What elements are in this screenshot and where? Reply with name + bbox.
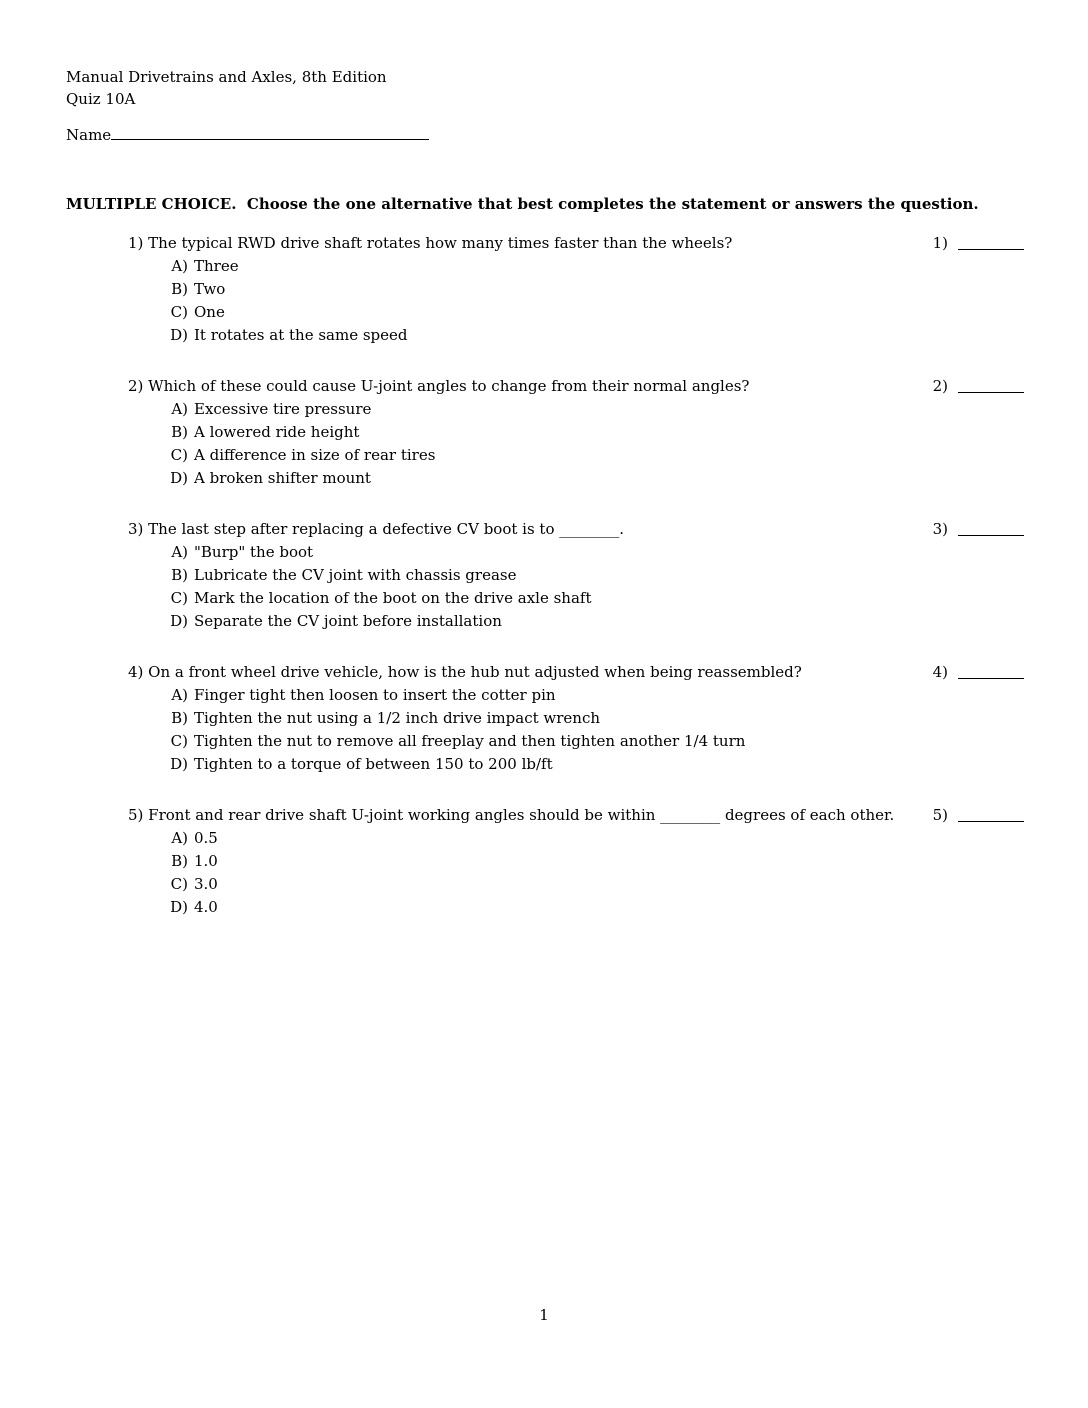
question-body: Front and rear drive shaft U-joint working angles should be within ________ degrees of each other. xyxy=(143,806,895,824)
name-row xyxy=(66,124,1024,145)
option xyxy=(128,467,918,490)
question-options xyxy=(128,827,918,919)
question-options xyxy=(128,541,918,633)
option xyxy=(128,421,918,444)
option-letter: A) xyxy=(171,257,188,275)
option-letter: A) xyxy=(171,829,188,847)
option-text: A lowered ride height xyxy=(194,423,360,441)
document-header xyxy=(66,66,1024,110)
option-letter: B) xyxy=(171,852,188,870)
question-text xyxy=(128,661,918,684)
option-text: Tighten the nut using a 1/2 inch drive impact wrench xyxy=(194,709,601,727)
option-letter: D) xyxy=(170,898,188,916)
answer-line[interactable] xyxy=(958,234,1024,250)
option-letter: C) xyxy=(170,732,188,750)
question-body: The typical RWD drive shaft rotates how many times faster than the wheels? xyxy=(143,234,733,252)
option-text: Three xyxy=(194,257,239,275)
question xyxy=(128,375,1024,490)
option-text: Mark the location of the boot on the drive axle shaft xyxy=(194,589,592,607)
question-main xyxy=(128,518,918,633)
answer-number: 1) xyxy=(932,234,948,252)
option-text: One xyxy=(194,303,225,321)
question-number: 5) xyxy=(128,806,144,824)
option xyxy=(128,564,918,587)
option xyxy=(128,610,918,633)
option-text: 3.0 xyxy=(194,875,218,893)
option-text: 4.0 xyxy=(194,898,218,916)
answer-line[interactable] xyxy=(958,663,1024,679)
option xyxy=(128,324,918,347)
course-title: Manual Drivetrains and Axles, 8th Edition xyxy=(66,68,387,86)
question-number: 1) xyxy=(128,234,144,252)
answer-blank[interactable] xyxy=(933,661,1024,684)
option xyxy=(128,278,918,301)
question-options xyxy=(128,398,918,490)
answer-blank[interactable] xyxy=(933,375,1024,398)
option-letter: A) xyxy=(171,686,188,704)
question-text xyxy=(128,232,918,255)
quiz-title: Quiz 10A xyxy=(66,90,136,108)
option-letter: B) xyxy=(171,566,188,584)
question-body: Which of these could cause U-joint angles to change from their normal angles? xyxy=(143,377,750,395)
option-letter: C) xyxy=(170,875,188,893)
option xyxy=(128,398,918,421)
answer-line[interactable] xyxy=(958,806,1024,822)
option xyxy=(128,827,918,850)
option xyxy=(128,873,918,896)
question xyxy=(128,232,1024,347)
question-body: On a front wheel drive vehicle, how is the hub nut adjusted when being reassembled? xyxy=(143,663,802,681)
question-options xyxy=(128,684,918,776)
option-letter: A) xyxy=(171,400,188,418)
answer-number: 3) xyxy=(932,520,948,538)
option-text: 0.5 xyxy=(194,829,218,847)
option-text: A difference in size of rear tires xyxy=(194,446,436,464)
question-options xyxy=(128,255,918,347)
question-main xyxy=(128,661,918,776)
option-text: It rotates at the same speed xyxy=(194,326,408,344)
question xyxy=(128,661,1024,776)
option xyxy=(128,730,918,753)
option-letter: B) xyxy=(171,709,188,727)
name-input-line[interactable] xyxy=(111,124,429,140)
option-text: Two xyxy=(194,280,226,298)
option-text: Lubricate the CV joint with chassis grease xyxy=(194,566,517,584)
option xyxy=(128,896,918,919)
option-text: "Burp" the boot xyxy=(194,543,314,561)
question-text xyxy=(128,518,918,541)
question-number: 3) xyxy=(128,520,144,538)
answer-blank[interactable] xyxy=(933,804,1024,827)
option-text: Tighten to a torque of between 150 to 200 lb/ft xyxy=(194,755,553,773)
option xyxy=(128,753,918,776)
answer-line[interactable] xyxy=(958,377,1024,393)
option-text: Finger tight then loosen to insert the cotter pin xyxy=(194,686,556,704)
option-letter: D) xyxy=(170,755,188,773)
option xyxy=(128,684,918,707)
question-text xyxy=(128,375,918,398)
question xyxy=(128,518,1024,633)
option xyxy=(128,444,918,467)
option xyxy=(128,850,918,873)
option-letter: C) xyxy=(170,446,188,464)
option-text: Tighten the nut to remove all freeplay and then tighten another 1/4 turn xyxy=(194,732,746,750)
section-instructions: MULTIPLE CHOICE. Choose the one alternative that best completes the statement or answers the question. xyxy=(66,195,979,213)
option-letter: D) xyxy=(170,326,188,344)
answer-number: 2) xyxy=(932,377,948,395)
answer-number: 4) xyxy=(932,663,948,681)
option-letter: C) xyxy=(170,303,188,321)
option-text: Excessive tire pressure xyxy=(194,400,372,418)
option-text: Separate the CV joint before installation xyxy=(194,612,502,630)
option-letter: D) xyxy=(170,469,188,487)
question-body: The last step after replacing a defective CV boot is to ________. xyxy=(143,520,625,538)
answer-line[interactable] xyxy=(958,520,1024,536)
option xyxy=(128,587,918,610)
name-label: Name xyxy=(66,126,112,144)
option-letter: D) xyxy=(170,612,188,630)
question-number: 2) xyxy=(128,377,144,395)
option-letter: A) xyxy=(171,543,188,561)
option-letter: B) xyxy=(171,423,188,441)
answer-blank[interactable] xyxy=(933,518,1024,541)
option xyxy=(128,541,918,564)
question-number: 4) xyxy=(128,663,144,681)
question-main xyxy=(128,804,918,919)
option xyxy=(128,301,918,324)
answer-number: 5) xyxy=(932,806,948,824)
question-text xyxy=(128,804,918,827)
question-main xyxy=(128,232,918,347)
questions-list xyxy=(128,232,1024,919)
option-letter: C) xyxy=(170,589,188,607)
option xyxy=(128,255,918,278)
option-letter: B) xyxy=(171,280,188,298)
option-text: A broken shifter mount xyxy=(194,469,371,487)
page-number: 1 xyxy=(539,1306,549,1324)
option xyxy=(128,707,918,730)
question xyxy=(128,804,1024,919)
option-text: 1.0 xyxy=(194,852,218,870)
answer-blank[interactable] xyxy=(933,232,1024,255)
question-main xyxy=(128,375,918,490)
